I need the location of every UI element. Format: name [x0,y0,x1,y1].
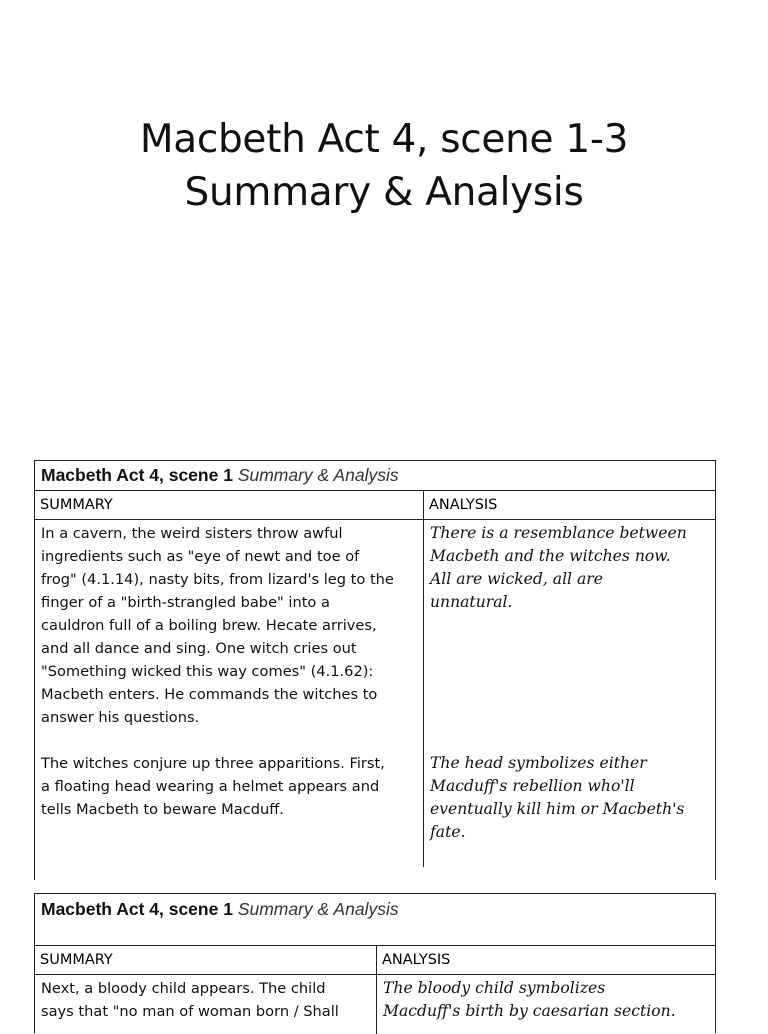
text-line: "Something wicked this way comes" (4.1.62): [41,663,374,680]
text-line: finger of a "birth-strangled babe" into a [41,594,330,611]
row1-analysis-cell [377,977,715,1023]
text-line: The witches conjure up three apparitions. First, [41,755,385,772]
text-line: There is a resemblance between [430,524,687,542]
text-line: ingredients such as "eye of newt and toe of [41,548,360,565]
text-line: unnatural. [430,593,513,611]
slide-title [0,113,768,219]
summary-table-2 [34,893,716,1033]
column-header-analysis: ANALYSIS [424,491,715,520]
table-header-bold: Macbeth Act 4, scene 1 [41,465,233,485]
text-line: The bloody child symbolizes [383,979,606,997]
text-line: and all dance and sing. One witch cries out [41,640,357,657]
row2-analysis-cell [424,752,716,844]
text-line: fate. [430,823,466,841]
table-header [35,461,715,491]
text-line: says that "no man of woman born / Shall [41,1003,339,1020]
column-header-summary: SUMMARY [35,491,424,520]
row2-summary-cell [35,752,423,821]
text-line: Macbeth enters. He commands the witches to [41,686,378,703]
text-line: In a cavern, the weird sisters throw awful [41,525,343,542]
text-line: answer his questions. [41,709,200,726]
text-line: All are wicked, all are [430,570,603,588]
table-header-bold: Macbeth Act 4, scene 1 [41,899,233,919]
text-line: tells Macbeth to beware Macduff. [41,801,284,818]
table-header [35,894,715,946]
summary-table-1 [34,460,716,880]
title-line-2: Summary & Analysis [184,170,584,215]
text-line: eventually kill him or Macbeth's [430,800,685,818]
text-line: Next, a bloody child appears. The child [41,980,326,997]
row1-summary-cell [35,977,376,1023]
title-line-1: Macbeth Act 4, scene 1-3 [139,117,629,162]
text-line: The head symbolizes either [430,754,647,772]
text-line: cauldron full of a boiling brew. Hecate arrives, [41,617,377,634]
column-header-analysis: ANALYSIS [377,946,715,975]
text-line: a floating head wearing a helmet appears and [41,778,380,795]
text-line: frog" (4.1.14), nasty bits, from lizard's leg to the [41,571,394,588]
text-line: Macbeth and the witches now. [430,547,671,565]
text-line: Macduff's rebellion who'll [430,777,635,795]
column-header-summary: SUMMARY [35,946,377,975]
text-line: Macduff's birth by caesarian section. [383,1002,676,1020]
row1-summary-cell [35,522,423,729]
table-header-italic: Summary & Analysis [237,899,399,919]
row1-analysis-cell [424,522,716,614]
table-header-italic: Summary & Analysis [237,465,399,485]
